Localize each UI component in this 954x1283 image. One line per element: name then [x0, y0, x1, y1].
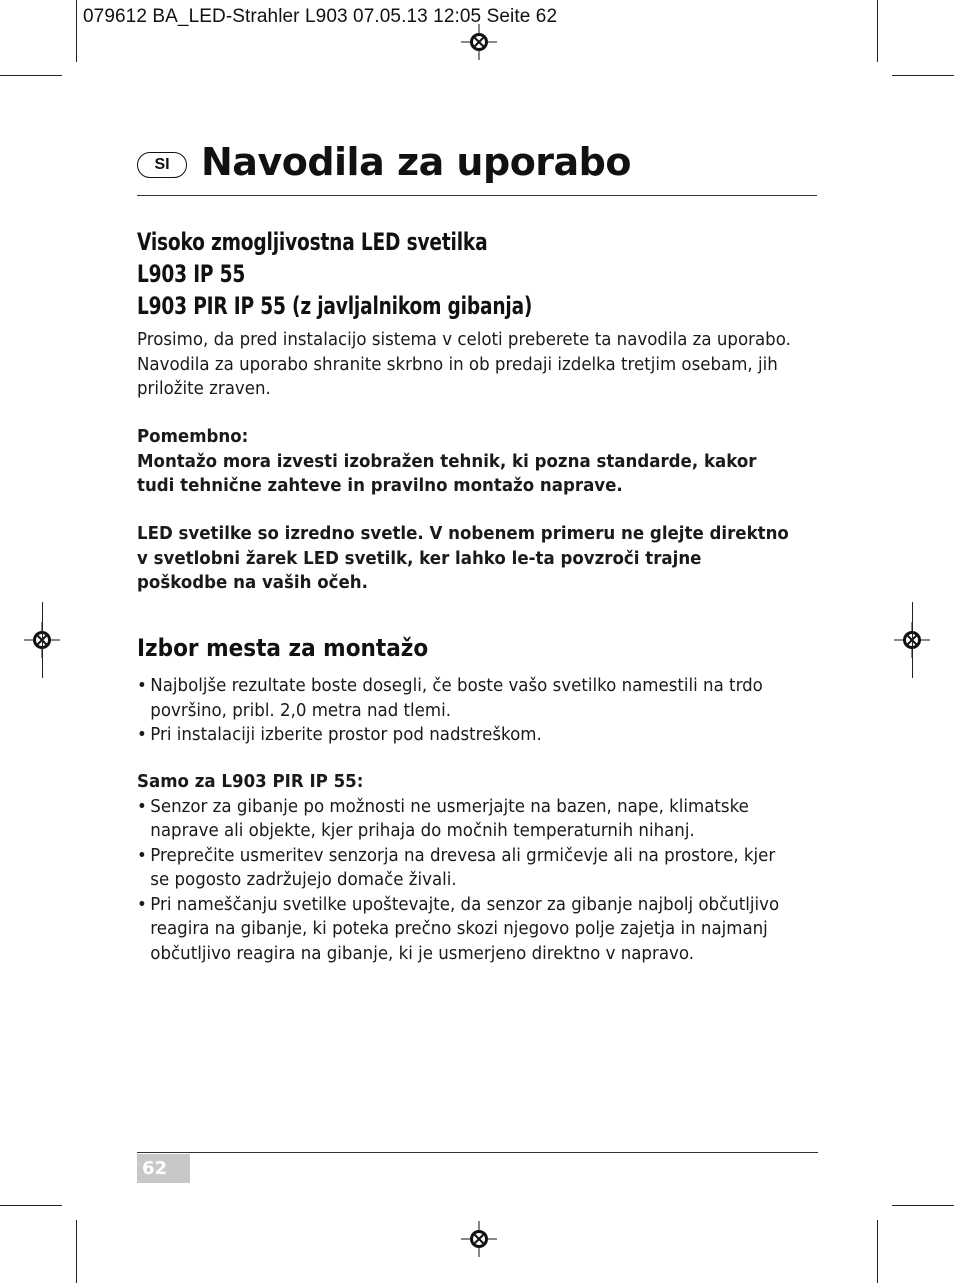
crop-mark [877, 0, 878, 62]
list-item: • Senzor za gibanje po možnosti ne usmerjajte na bazen, nape, klimatske naprave ali objekte, kjer prihaja do močnih temperaturnih nihanj. [137, 795, 793, 844]
crop-mark [892, 75, 954, 76]
title-divider [137, 195, 817, 196]
crop-mark [0, 75, 62, 76]
page-number: 62 [137, 1154, 190, 1183]
page-title: Navodila za uporabo [201, 140, 631, 184]
list-item: • Pri instalaciji izberite prostor pod nadstreškom. [137, 723, 793, 748]
product-heading [137, 226, 730, 322]
crop-mark [912, 602, 913, 678]
footer-divider [137, 1152, 818, 1153]
led-warning: LED svetilke so izredno svetle. V nobenem primeru ne glejte direktno v svetlobni žarek LED svetilk, ker lahko le-ta povzroči trajne poškodbe na vaših očeh. [137, 524, 789, 593]
product-heading-line: L903 PIR IP 55 (z javljalnikom gibanja) [137, 292, 533, 320]
crop-mark [892, 1205, 954, 1206]
crop-mark [76, 1220, 77, 1283]
product-heading-line: Visoko zmogljivostna LED svetilka [137, 228, 488, 256]
list-item: • Pri nameščanju svetilke upoštevajte, da senzor za gibanje najbolj občutljivo reagira na gibanje, ki poteka prečno skozi njegovo polje zajetja in najmanj občutljivo reagira na gibanje, ki je usmerjeno direktno v napravo. [137, 893, 793, 967]
pir-section [137, 770, 793, 966]
crop-mark [76, 0, 77, 62]
registration-mark-icon [461, 1221, 497, 1257]
list-item: • Najboljše rezultate boste dosegli, če boste vašo svetilko namestili na trdo površino, pribl. 2,0 metra nad tlemi. [137, 674, 793, 723]
language-badge: SI [137, 152, 187, 178]
pir-label: Samo za L903 PIR IP 55: [137, 772, 364, 792]
registration-mark-icon [461, 24, 497, 60]
list-item: • Preprečite usmeritev senzorja na drevesa ali grmičevje ali na prostore, kjer se pogosto zadržujejo domače živali. [137, 844, 793, 893]
crop-mark [0, 1205, 62, 1206]
important-label: Pomembno: [137, 427, 249, 447]
mounting-list [137, 674, 793, 748]
crop-mark [42, 602, 43, 678]
important-notice [137, 425, 793, 499]
intro-paragraph: Prosimo, da pred instalacijo sistema v celoti preberete ta navodila za uporabo. Navodila za uporabo shranite skrbno in ob predaji izdelka tretjim osebam, jih priložite zraven. [137, 330, 791, 399]
section-heading: Izbor mesta za montažo [137, 634, 429, 662]
crop-mark [877, 1220, 878, 1283]
product-heading-line: L903 IP 55 [137, 260, 246, 288]
important-text: Montažo mora izvesti izobražen tehnik, ki pozna standarde, kakor tudi tehnične zahteve in pravilno montažo naprave. [137, 451, 757, 496]
print-slug: 079612 BA_LED-Strahler L903 07.05.13 12:05 Seite 62 [83, 6, 558, 27]
